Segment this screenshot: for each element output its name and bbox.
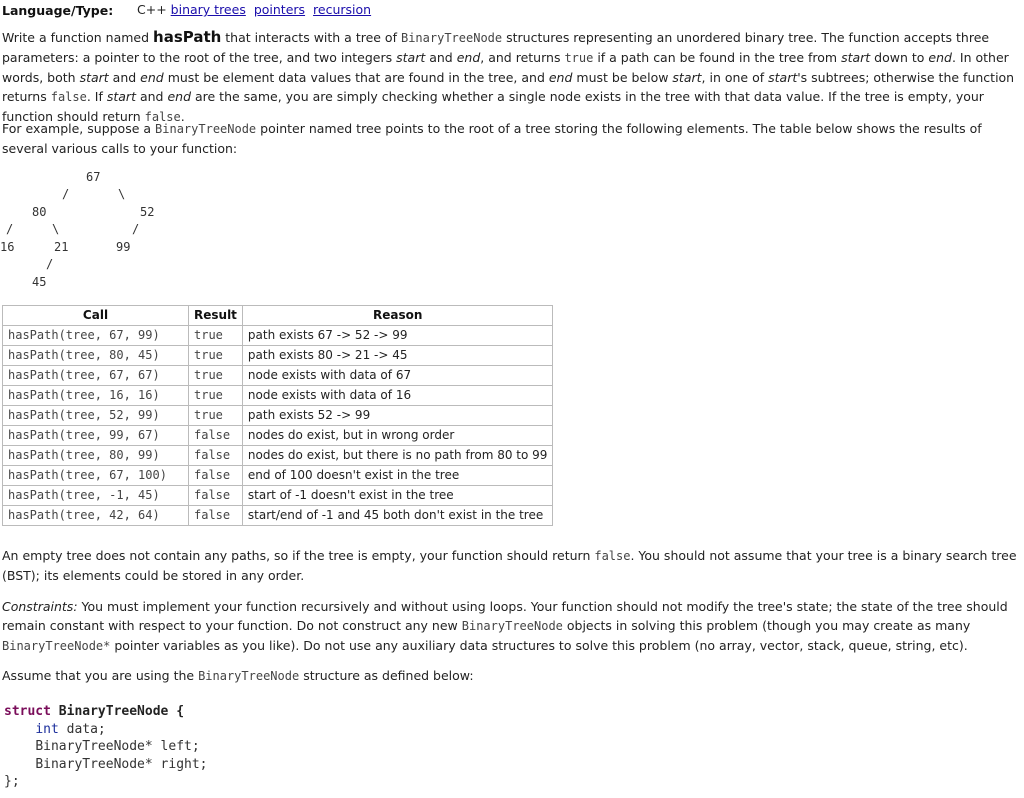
- empty-tree-note: An empty tree does not contain any paths, so if the tree is empty, your function should return false. You should not assume that your tree is a binary search tree (BST); its elements could be stored in any order.: [2, 548, 1017, 583]
- table-row: hasPath(tree, 80, 45) true path exists 80 -> 21 -> 45: [3, 346, 553, 366]
- tag-list: [137, 0, 371, 19]
- tree-node-left-right-left: 45: [32, 275, 47, 289]
- function-name: hasPath: [153, 28, 222, 46]
- struct-definition: struct BinaryTreeNode { int data; BinaryTreeNode* left; BinaryTreeNode* right; };: [4, 704, 208, 789]
- tree-node-right-left: 99: [116, 240, 131, 254]
- problem-description: Write a function named hasPath that interacts with a tree of BinaryTreeNode structures representing an unordered binary tree. The function accepts three parameters: a pointer to the root of the tree, and two integers start and end, and returns true if a path can be found in the tree from start down to end. In other words, both start and end must be element data values that are found in the tree, and end must be below start, in one of start's subtrees; otherwise the function returns false. If start and end are the same, you are simply checking whether a single node exists in the tree with that data value. If the tree is empty, your function should return false.: [2, 28, 1015, 124]
- table-row: hasPath(tree, 80, 99) false nodes do exist, but there is no path from 80 to 99: [3, 446, 553, 466]
- table-row: hasPath(tree, 16, 16) true node exists with data of 16: [3, 386, 553, 406]
- tree-edge: \: [52, 222, 60, 236]
- header-reason: Reason: [242, 306, 553, 326]
- example-intro: For example, suppose a BinaryTreeNode pointer named tree points to the root of a tree storing the following elements. The table below shows the results of several various calls to your function:: [2, 121, 982, 156]
- table-row: hasPath(tree, 52, 99) true path exists 52 -> 99: [3, 406, 553, 426]
- tree-edge: /: [6, 222, 14, 236]
- table-row: hasPath(tree, 67, 99) true path exists 67 -> 52 -> 99: [3, 326, 553, 346]
- tree-edge: /: [132, 222, 140, 236]
- table-row: hasPath(tree, 42, 64) false start/end of -1 and 45 both don't exist in the tree: [3, 506, 553, 526]
- language-label: Language/Type:: [2, 3, 114, 18]
- results-table: [2, 305, 553, 526]
- tree-diagram: [0, 168, 200, 296]
- table-header-row: [3, 306, 553, 326]
- constraints-label: Constraints:: [2, 599, 78, 614]
- constraints-paragraph: Constraints: You must implement your function recursively and without using loops. Your function should not modify the tree's state; the state of the tree should remain constant with respect to your function. Do not construct any new BinaryTreeNode objects in solving this problem (though you may create as many BinaryTreeNode* pointer variables as you like). Do not use any auxiliary data structures to solve this problem (no array, vector, stack, queue, string, etc).: [2, 599, 1008, 653]
- table-row: hasPath(tree, 67, 67) true node exists with data of 67: [3, 366, 553, 386]
- tree-edge: /: [46, 257, 54, 271]
- table-row: hasPath(tree, -1, 45) false start of -1 doesn't exist in the tree: [3, 486, 553, 506]
- tag-pointers[interactable]: pointers: [253, 2, 306, 17]
- assume-paragraph: Assume that you are using the BinaryTreeNode structure as defined below:: [2, 668, 474, 683]
- tree-edge: /: [62, 187, 70, 201]
- language-row: [2, 1, 113, 20]
- table-row: hasPath(tree, 99, 67) false nodes do exist, but in wrong order: [3, 426, 553, 446]
- tag-recursion[interactable]: recursion: [313, 2, 372, 17]
- tree-node-left: 80: [32, 205, 47, 219]
- tree-node-left-right: 21: [54, 240, 69, 254]
- tree-edge: \: [118, 187, 126, 201]
- header-result: Result: [189, 306, 243, 326]
- tree-node-root: 67: [86, 170, 101, 184]
- header-call: Call: [3, 306, 189, 326]
- tag-binary-trees[interactable]: binary trees: [170, 2, 246, 17]
- language-value: C++: [137, 2, 167, 17]
- tree-node-left-left: 16: [0, 240, 15, 254]
- tree-node-right: 52: [140, 205, 155, 219]
- table-row: hasPath(tree, 67, 100) false end of 100 doesn't exist in the tree: [3, 466, 553, 486]
